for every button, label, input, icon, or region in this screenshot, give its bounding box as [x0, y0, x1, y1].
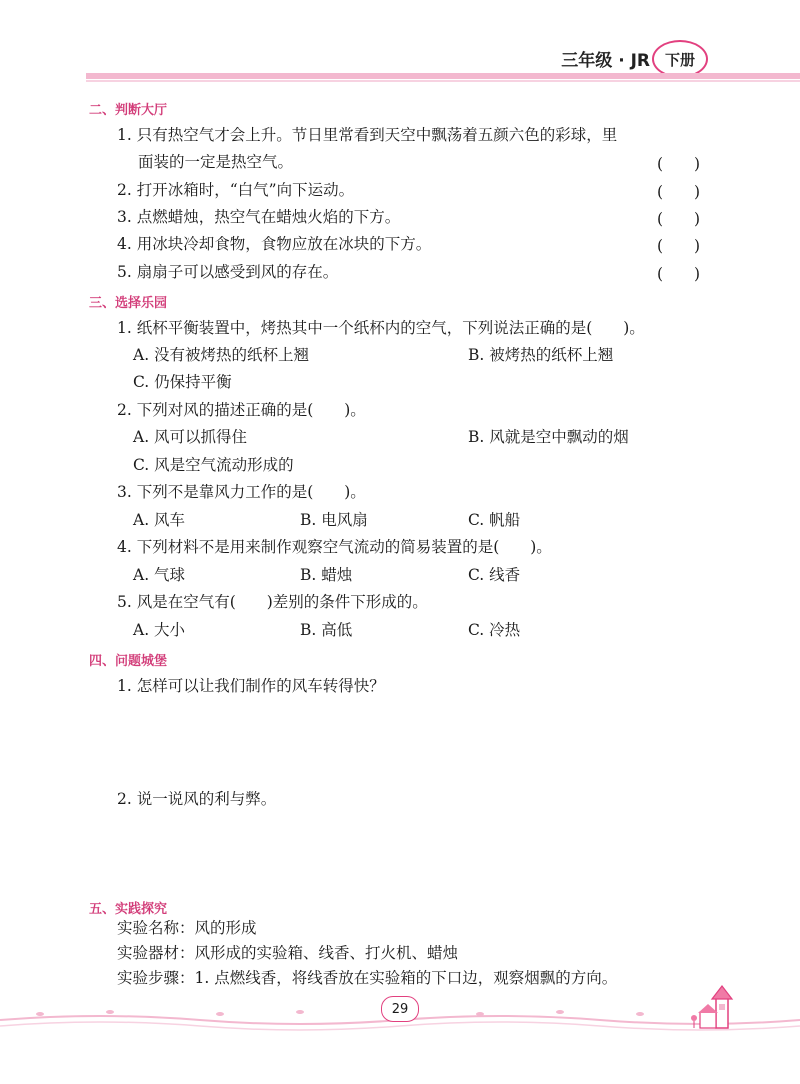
experiment-materials: 实验器材：风形成的实验箱、线香、打火机、蜡烛 [117, 944, 459, 962]
experiment-steps: 实验步骤：1. 点燃线香，将线香放在实验箱的下口边，观察烟飘的方向。 [117, 969, 618, 987]
answer-blank[interactable]: ( ) [657, 265, 701, 283]
choice-q5-option-c[interactable]: C. 冷热 [468, 621, 521, 639]
house-icon [690, 982, 750, 1032]
choice-q2-option-c[interactable]: C. 风是空气流动形成的 [133, 456, 294, 474]
choice-q1-option-a[interactable]: A. 没有被烤热的纸杯上翘 [133, 346, 310, 364]
judge-item-1-line2: 面装的一定是热空气。 [138, 153, 294, 171]
question-1: 1. 怎样可以让我们制作的风车转得快？ [117, 677, 385, 695]
grade-label: 三年级 · JR [561, 51, 650, 71]
section-title-questions: 四、问题城堡 [89, 654, 168, 669]
section-title-choice: 三、选择乐园 [89, 296, 168, 311]
judge-item-4: 4. 用冰块冷却食物，食物应放在冰块的下方。 [117, 235, 432, 253]
choice-q1-option-b[interactable]: B. 被烤热的纸杯上翘 [468, 346, 614, 364]
choice-q3-option-b[interactable]: B. 电风扇 [300, 511, 368, 529]
answer-blank[interactable]: ( ) [657, 183, 701, 201]
experiment-name: 实验名称：风的形成 [117, 919, 257, 937]
section-title-practice: 五、实践探究 [89, 902, 168, 917]
choice-q4-option-a[interactable]: A. 气球 [133, 566, 186, 584]
judge-item-5: 5. 扇扇子可以感受到风的存在。 [117, 263, 339, 281]
choice-q4-stem: 4. 下列材料不是用来制作观察空气流动的简易装置的是( )。 [117, 538, 552, 556]
judge-item-3: 3. 点燃蜡烛，热空气在蜡烛火焰的下方。 [117, 208, 401, 226]
page-number: 29 [381, 996, 419, 1022]
section-title-judge: 二、判断大厅 [89, 103, 168, 118]
choice-q5-option-a[interactable]: A. 大小 [133, 621, 186, 639]
choice-q5-option-b[interactable]: B. 高低 [300, 621, 353, 639]
choice-q1-option-c[interactable]: C. 仍保持平衡 [133, 373, 232, 391]
question-2: 2. 说一说风的利与弊。 [117, 790, 277, 808]
choice-q2-stem: 2. 下列对风的描述正确的是( )。 [117, 401, 366, 419]
judge-item-1-line1: 1. 只有热空气才会上升。节日里常看到天空中飘荡着五颜六色的彩球，里 [117, 126, 618, 144]
header-rule [86, 73, 800, 79]
choice-q1-stem: 1. 纸杯平衡装置中，烤热其中一个纸杯内的空气，下列说法正确的是( )。 [117, 319, 645, 337]
choice-q3-option-a[interactable]: A. 风车 [133, 511, 186, 529]
answer-blank[interactable]: ( ) [657, 155, 701, 173]
choice-q3-stem: 3. 下列不是靠风力工作的是( )。 [117, 483, 366, 501]
answer-blank[interactable]: ( ) [657, 237, 701, 255]
answer-blank[interactable]: ( ) [657, 210, 701, 228]
choice-q4-option-c[interactable]: C. 线香 [468, 566, 521, 584]
header-rule-thin [86, 80, 800, 82]
choice-q5-stem: 5. 风是在空气有( )差别的条件下形成的。 [117, 593, 428, 611]
choice-q2-option-b[interactable]: B. 风就是空中飘动的烟 [468, 428, 629, 446]
choice-q2-option-a[interactable]: A. 风可以抓得住 [133, 428, 248, 446]
judge-item-2: 2. 打开冰箱时，“白气”向下运动。 [117, 181, 355, 199]
choice-q4-option-b[interactable]: B. 蜡烛 [300, 566, 353, 584]
choice-q3-option-c[interactable]: C. 帆船 [468, 511, 521, 529]
volume-badge: 下册 [652, 40, 708, 78]
